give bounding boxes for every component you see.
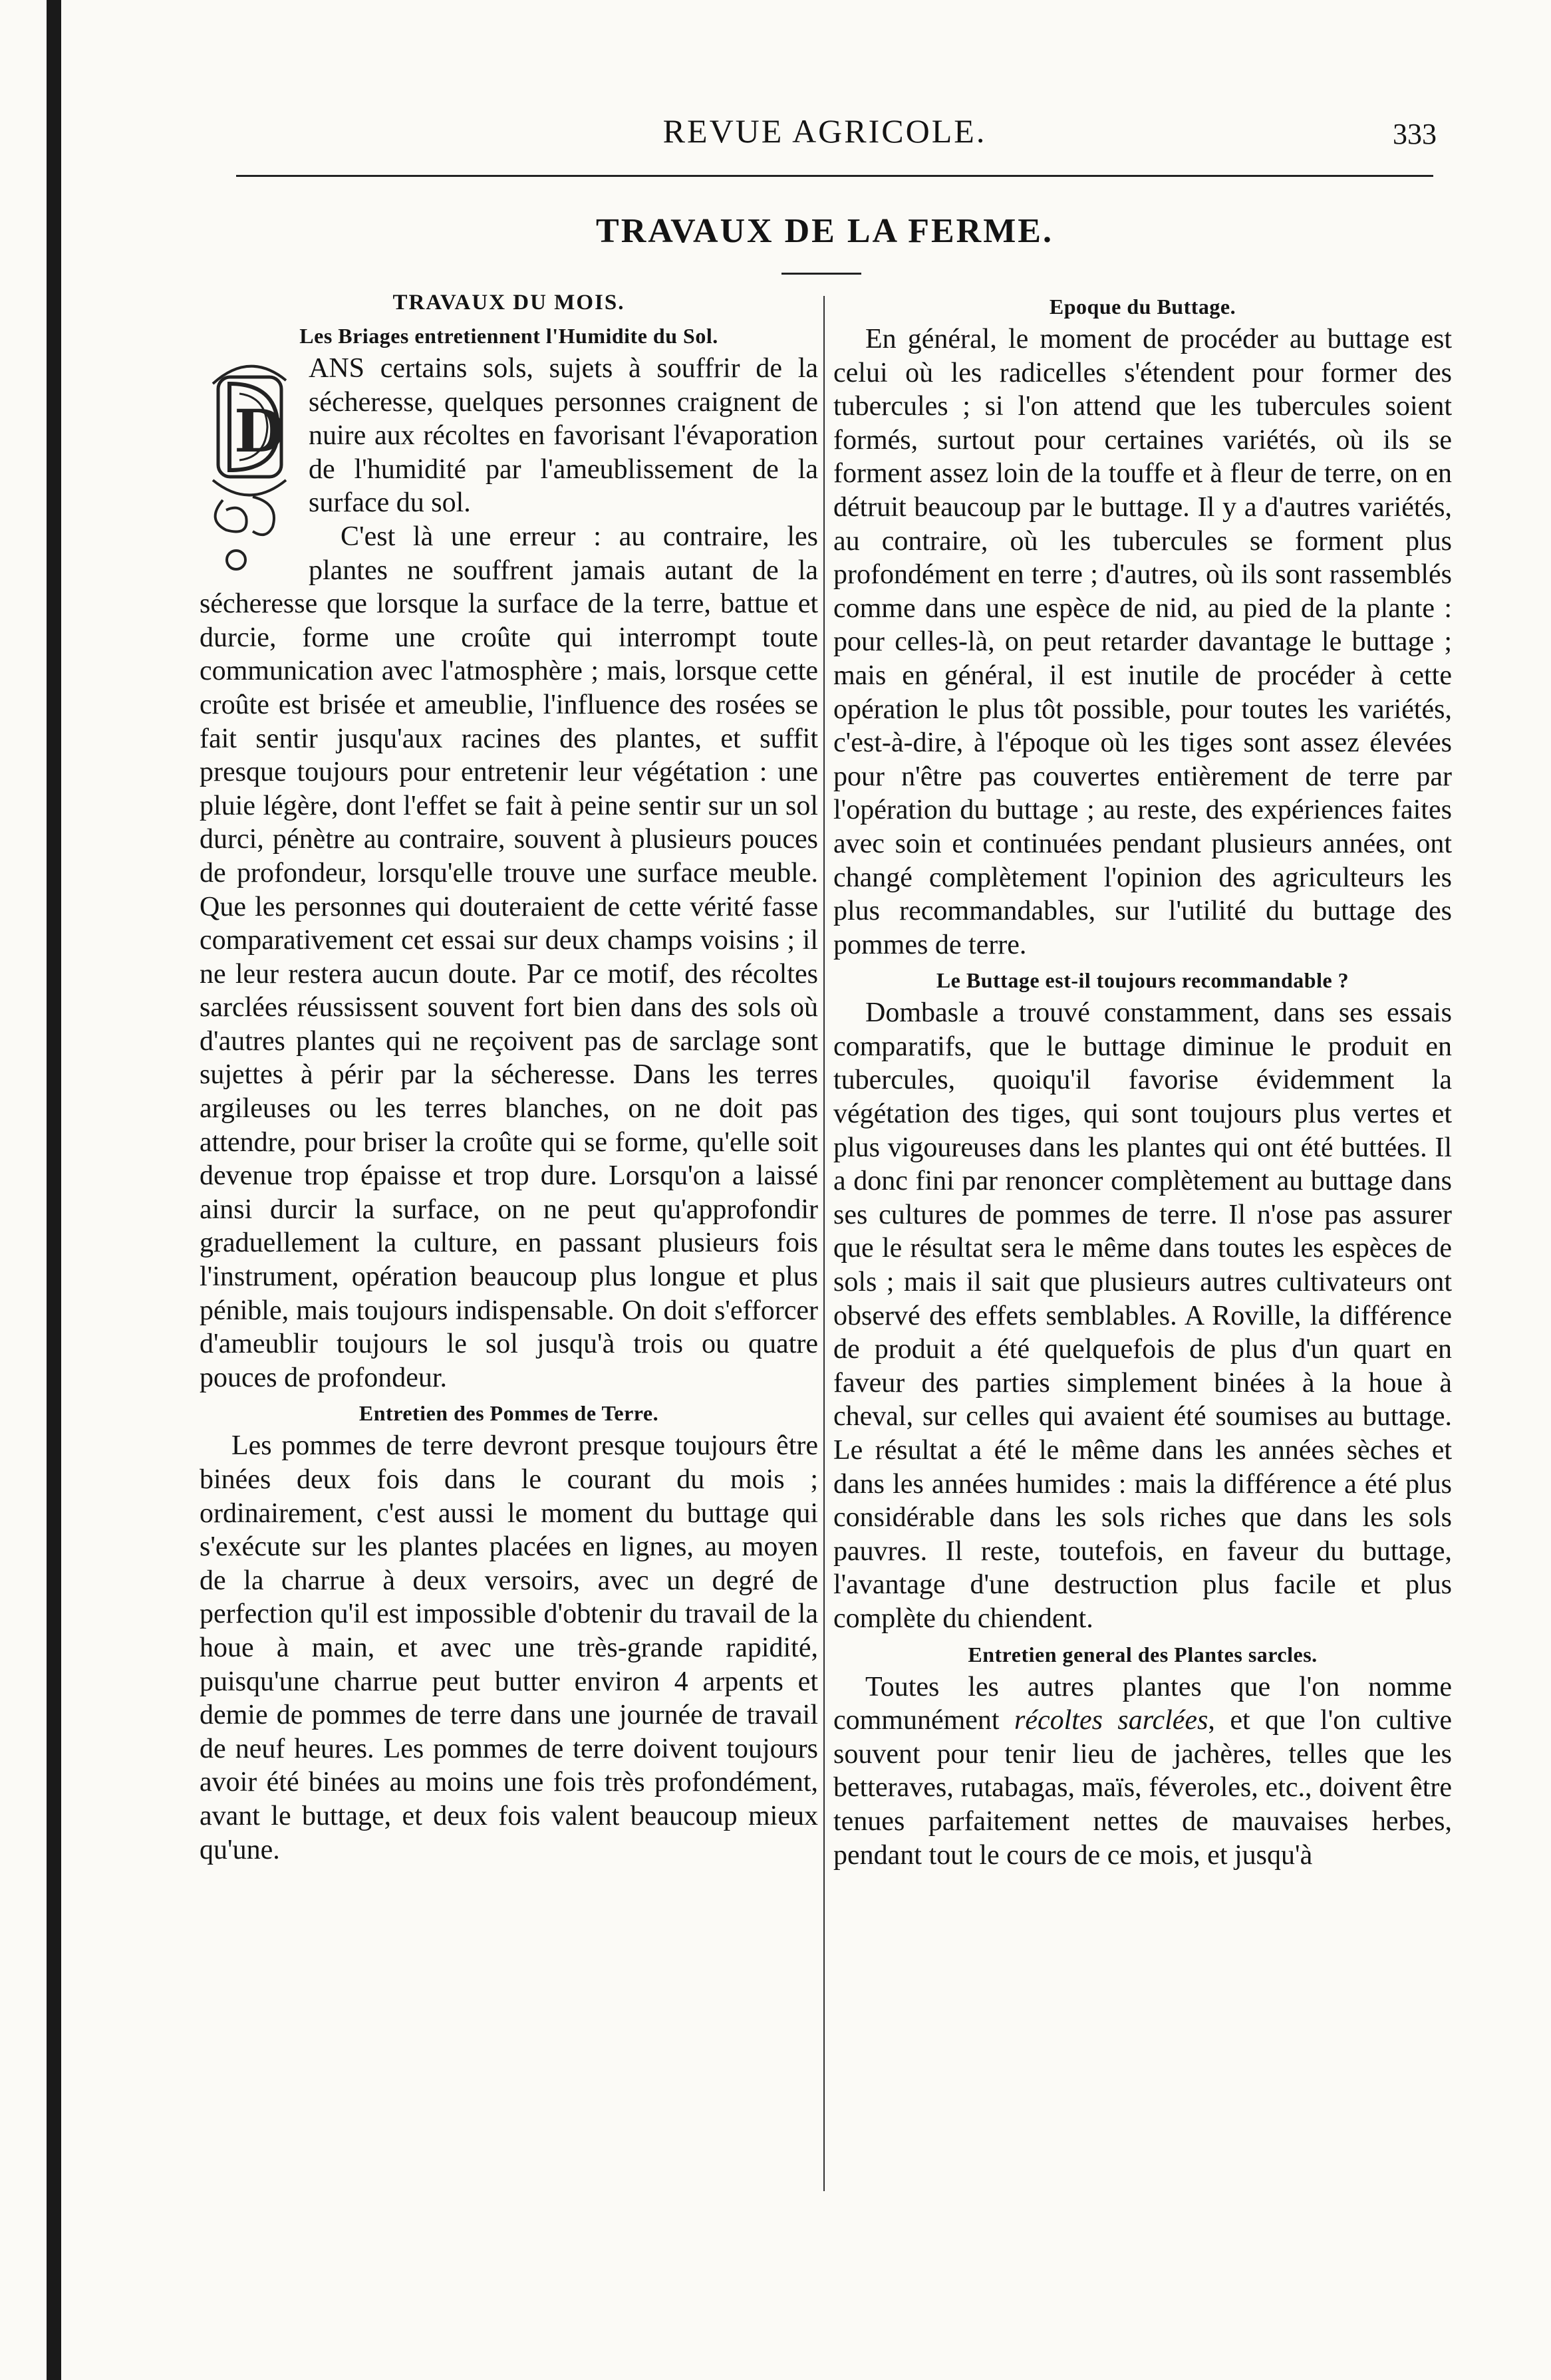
right-column (833, 288, 1452, 1872)
subheading-briages: Les Briages entretiennent l'Humidite du Sol. (299, 324, 718, 348)
running-head (213, 112, 1437, 172)
drop-cap-ornament (200, 357, 299, 577)
subheading-epoque-buttage: Epoque du Buttage. (1049, 295, 1236, 319)
paragraph-epoque-buttage: En général, le moment de procéder au buttage est celui où les radicelles s'étendent pour former des tubercules ; si l'on attend que les tubercules soient formés, surtout pour certaines variétés, où ils se forment assez loin de la touffe et à fleur de terre, on en détruit beaucoup par le buttage. Il y a d'autres variétés, au contraire, où les tubercules se forment plus profondément en terre ; d'autres, où ils sont rassemblés comme dans une espèce de nid, au pied de la plante : pour celles-là, on peut retarder davantage le buttage ; mais en général, il est inutile de procéder à cette opération le plus tôt possible, pour toutes les variétés, c'est-à-dire, à l'époque où les tiges sont assez élevées pour n'être pas couvertes entièrement de terre par l'opération du buttage ; au reste, des expériences faites avec soin et continuées pendant plusieurs années, ont changé complètement l'opinion des agriculteurs les plus recommandables, sur l'utilité du buttage des pommes de terre. (833, 324, 1452, 960)
text-after-italic: , et que l'on cultive souvent pour tenir lieu de jachères, telles que les betteraves, rutabagas, maïs, féveroles, etc., doivent être tenues parfaitement nettes de mauvaises herbes, pendant tout le cours de ce mois, et jusqu'à (833, 1705, 1452, 1871)
ornamental-d-icon (200, 357, 299, 577)
subheading-buttage-recommandable: Le Buttage est-il toujours recommandable ? (936, 968, 1349, 993)
binding-edge (47, 0, 61, 2380)
italic-recoltes-sarclees: récoltes sarclées (1014, 1705, 1208, 1736)
drop-cap-paragraph (200, 352, 818, 520)
running-title: REVUE AGRICOLE. (662, 112, 987, 150)
page-number: 333 (1393, 118, 1437, 150)
left-column (200, 288, 818, 1867)
paragraph-intro: ANS certains sols, sujets à souffrir de la sécheresse, quelques personnes craignent de nuire aux récoltes en favorisant l'évaporation de l'humidité par l'ameublissement de la surface du sol. (309, 353, 818, 519)
svg-text:D: D (234, 396, 285, 465)
heading-travaux-du-mois: TRAVAUX DU MOIS. (392, 291, 625, 315)
text-before-italic: Toutes les autres plantes que l'on nomme communément (833, 1671, 1452, 1736)
paragraph-plantes-sarcles (833, 1670, 1452, 1873)
section-title: TRAVAUX DE LA FERME. (596, 212, 1054, 250)
subheading-pommes-de-terre: Entretien des Pommes de Terre. (358, 1401, 659, 1426)
title-rule (781, 273, 861, 275)
column-divider (823, 296, 825, 2191)
paragraph-erreur: C'est là une erreur : au contraire, les plantes ne souffrent jamais autant de la sécheresse que lorsque la surface de la terre, battue et durcie, forme une croûte qui interrompt toute communication avec l'atmosphère ; mais, lorsque cette croûte est brisée et ameublie, l'influence des rosées se fait sentir jusqu'aux racines des plantes, et suffit presque toujours pour entretenir leur végétation : une pluie légère, dont l'effet se fait à peine sentir sur un sol durci, pénètre au contraire, souvent à plusieurs pouces de profondeur, lorsqu'elle trouve une surface meuble. Que les personnes qui douteraient de cette vérité fasse comparativement cet essai sur deux champs voisins ; il ne leur restera aucun doute. Par ce motif, des récoltes sarclées réussissent souvent fort bien dans des sols où d'autres plantes qui ne reçoivent pas de sarclage sont sujettes à périr par la sécheresse. Dans les terres argileuses ou les terres blanches, on ne doit pas attendre, pour briser la croûte qui se forme, qu'elle soit devenue trop épaisse et trop dure. Lorsqu'on a laissé ainsi durcir la surface, on ne peut qu'approfondir graduellement la culture, en passant plusieurs fois l'instrument, opération beaucoup plus longue et plus pénible, mais toujours indispensable. On doit s'efforcer d'ameublir toujours le sol jusqu'à trois ou quatre pouces de profondeur. (200, 521, 818, 1393)
header-rule (236, 175, 1433, 177)
paragraph-pommes-de-terre: Les pommes de terre devront presque toujours être binées deux fois dans le courant du mois ; ordinairement, c'est aussi le moment du buttage qui s'exécute sur les plantes placées en lignes, au moyen de la charrue à deux versoirs, avec un degré de perfection qu'il est impossible d'obtenir du travail de la houe à main, et avec une très-grande rapidité, puisqu'une charrue peut butter environ 4 arpents et demie de pommes de terre dans une journée de travail de neuf heures. Les pommes de terre doivent toujours avoir été binées au moins une fois très profondément, avant le buttage, et deux fois valent beaucoup mieux qu'une. (200, 1430, 818, 1865)
paragraph-dombasle: Dombasle a trouvé constamment, dans ses essais comparatifs, que le buttage diminue le produit en tubercules, quoiqu'il favorise évidemment la végétation des tiges, qui sont toujours plus vertes et plus vigoureuses dans les plantes qui ont été buttées. Il a donc fini par renoncer complètement au buttage dans ses cultures de pommes de terre. Il n'ose pas assurer que le résultat sera le même dans toutes les espèces de sols ; mais il sait que plusieurs autres cultivateurs ont observé des effets semblables. A Roville, la différence de produit a été quelquefois de plus d'un quart en faveur des parties simplement binées à la houe à cheval, sur celles qui avaient été soumises au buttage. Le résultat a été le même dans les années sèches et dans les années humides : mais la différence a été plus considérable dans les sols riches que dans les sols pauvres. Il reste, toutefois, en faveur du buttage, l'avantage d'une destruction plus facile et plus complète du chiendent. (833, 997, 1452, 1634)
subheading-plantes-sarcles: Entretien general des Plantes sarcles. (968, 1642, 1318, 1666)
